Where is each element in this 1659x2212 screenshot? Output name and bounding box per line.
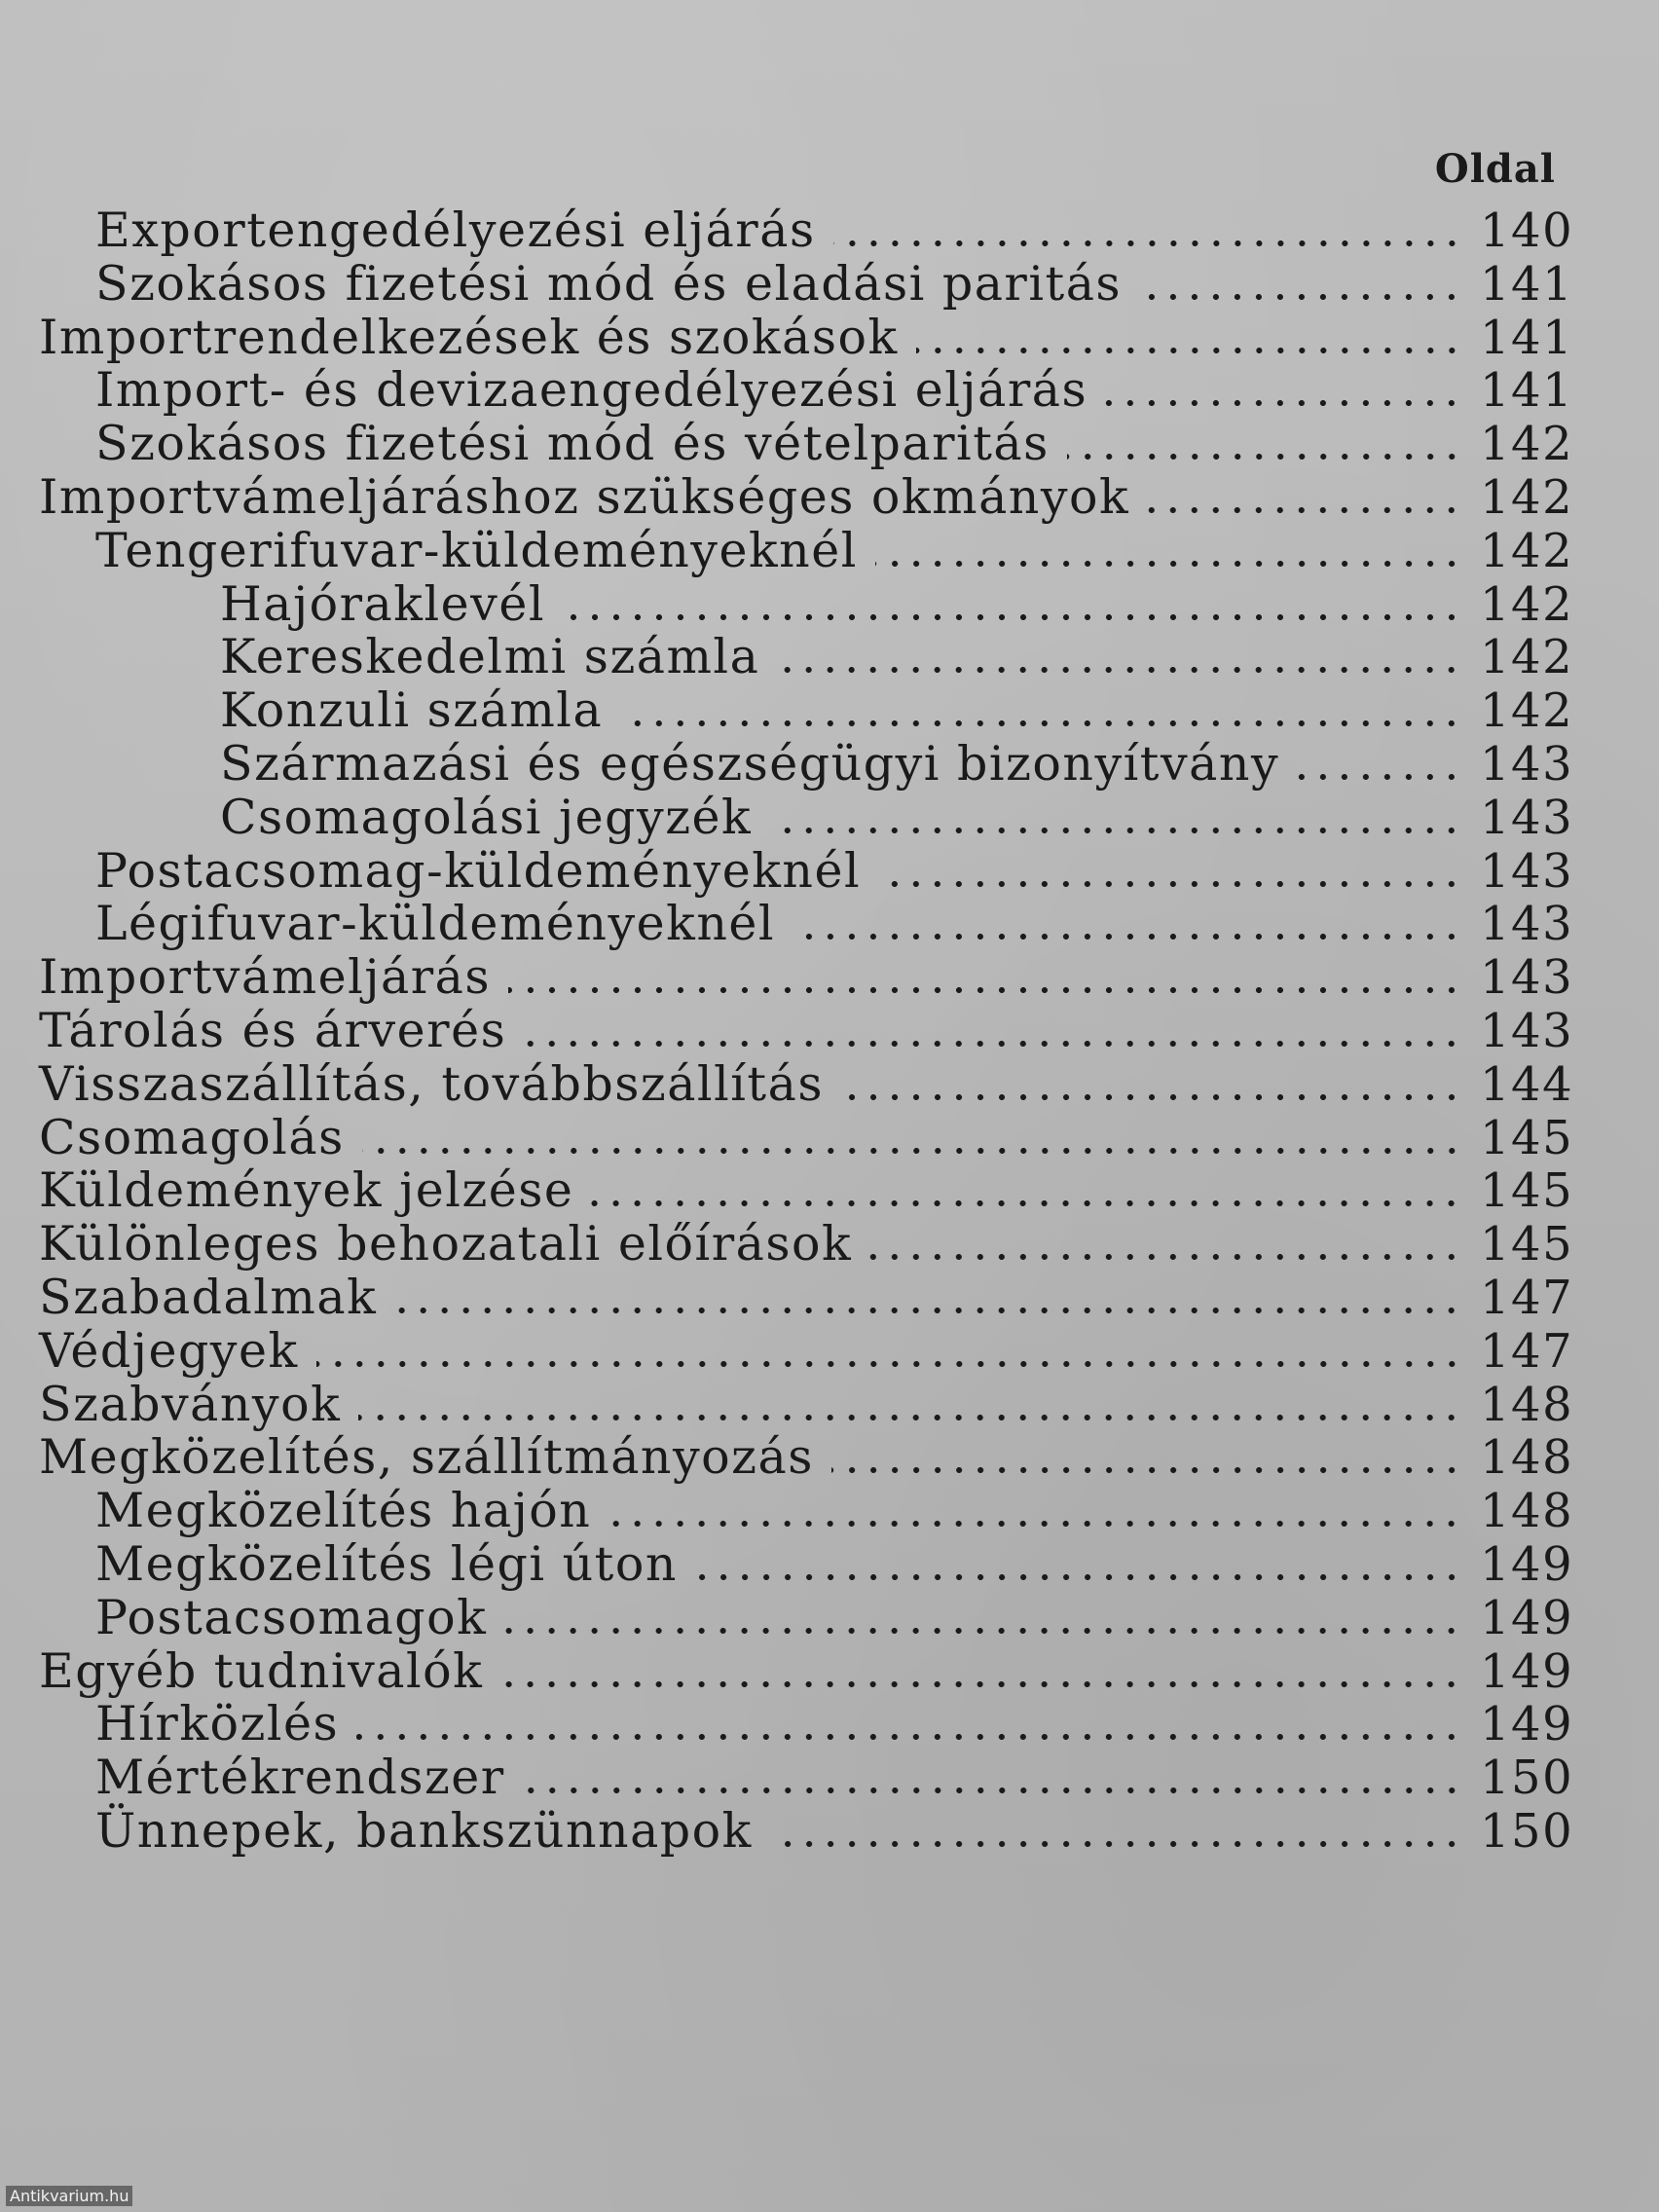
toc-entry-page-number: 143: [1480, 1003, 1574, 1058]
toc-entry-page-number: 142: [1480, 630, 1574, 685]
toc-entry-page-number: 141: [1480, 363, 1574, 419]
toc-entry: [39, 1696, 1574, 1752]
toc-entry: [39, 1589, 1574, 1645]
table-of-contents: [39, 203, 1574, 1859]
dot-leader: [833, 239, 1462, 248]
toc-entry-page-number: 142: [1480, 576, 1574, 632]
toc-entry-page-number: 148: [1480, 1377, 1574, 1432]
toc-entry: [39, 1109, 1574, 1165]
toc-entry: [39, 1322, 1574, 1379]
toc-entry-page-number: 142: [1480, 417, 1574, 472]
toc-entry-page-number: 150: [1480, 1803, 1574, 1859]
toc-entry-title: Megközelítés, szállítmányozás: [39, 1429, 814, 1486]
dot-leader: [362, 1146, 1462, 1156]
dot-leader: [316, 1359, 1462, 1369]
toc-entry-page-number: 143: [1480, 897, 1574, 952]
toc-entry: [39, 1750, 1574, 1806]
toc-entry: [39, 522, 1574, 578]
toc-entry: [39, 949, 1574, 1006]
toc-entry-title: Szokásos fizetési mód és eladási paritás: [95, 255, 1123, 312]
toc-entry: [39, 468, 1574, 525]
dot-leader: [1105, 398, 1462, 408]
toc-entry: [39, 629, 1574, 685]
dot-leader: [524, 1039, 1462, 1049]
toc-entry-page-number: 148: [1480, 1484, 1574, 1539]
toc-entry-title: Tengerifuvar-küldeményeknél: [95, 522, 858, 578]
toc-entry-page-number: 147: [1480, 1270, 1574, 1325]
toc-entry-title: Szabadalmak: [39, 1269, 378, 1325]
dot-leader: [777, 665, 1462, 675]
toc-entry-title: Postacsomagok: [95, 1589, 488, 1645]
toc-entry: [39, 842, 1574, 899]
dot-leader: [500, 1679, 1462, 1689]
dot-leader: [769, 826, 1462, 835]
dot-leader: [620, 719, 1462, 728]
toc-entry: [39, 1055, 1574, 1112]
toc-entry-title: Visszaszállítás, továbbszállítás: [39, 1055, 824, 1112]
toc-entry: [39, 1535, 1574, 1592]
toc-entry-title: Importvámeljáráshoz szükséges okmányok: [39, 468, 1130, 525]
toc-entry: [39, 255, 1574, 312]
toc-entry-title: Exportengedélyezési eljárás: [95, 203, 816, 258]
dot-leader: [841, 1092, 1462, 1102]
toc-entry: [39, 789, 1574, 845]
toc-entry: [39, 1269, 1574, 1325]
toc-entry-title: Küldemények jelzése: [39, 1162, 574, 1219]
toc-entry: [39, 575, 1574, 632]
toc-entry-page-number: 143: [1480, 843, 1574, 899]
dot-leader: [875, 559, 1462, 569]
toc-entry-page-number: 145: [1480, 1110, 1574, 1165]
toc-entry-title: Konzuli számla: [220, 682, 604, 739]
toc-entry-page-number: 142: [1480, 683, 1574, 739]
toc-entry-title: Importrendelkezések és szokások: [39, 309, 899, 365]
toc-entry-page-number: 149: [1480, 1590, 1574, 1645]
dot-leader: [1139, 292, 1462, 302]
toc-entry-title: Hírközlés: [95, 1696, 340, 1752]
toc-entry-page-number: 145: [1480, 1217, 1574, 1272]
toc-entry-page-number: 148: [1480, 1430, 1574, 1486]
toc-entry-title: Mértékrendszer: [95, 1750, 505, 1806]
dot-leader: [831, 1465, 1462, 1475]
toc-entry: [39, 1642, 1574, 1699]
toc-entry-title: Védjegyek: [39, 1322, 299, 1379]
toc-entry: [39, 1216, 1574, 1272]
toc-entry-page-number: 142: [1480, 523, 1574, 578]
toc-entry: [39, 1429, 1574, 1486]
toc-entry-title: Megközelítés légi úton: [95, 1535, 678, 1592]
toc-entry-page-number: 143: [1480, 950, 1574, 1006]
toc-entry-title: Importvámeljárás: [39, 949, 492, 1006]
dot-leader: [695, 1572, 1462, 1582]
toc-entry-page-number: 147: [1480, 1323, 1574, 1379]
toc-entry: [39, 682, 1574, 739]
page-column-header: Oldal: [1434, 146, 1556, 192]
toc-entry-title: Megközelítés hajón: [95, 1483, 592, 1539]
toc-entry-page-number: 149: [1480, 1697, 1574, 1752]
toc-entry: [39, 1162, 1574, 1219]
toc-entry-page-number: 145: [1480, 1163, 1574, 1219]
toc-entry: [39, 203, 1574, 258]
dot-leader: [504, 1626, 1462, 1636]
site-watermark: Antikvarium.hu: [6, 2186, 132, 2206]
dot-leader: [916, 346, 1462, 355]
toc-entry-page-number: 144: [1480, 1056, 1574, 1112]
toc-entry-title: Postacsomag-küldeményeknél: [95, 842, 862, 899]
dot-leader: [508, 985, 1462, 995]
toc-entry-title: Szabványok: [39, 1376, 342, 1432]
dot-leader: [878, 879, 1462, 889]
toc-entry: [39, 309, 1574, 365]
dot-leader: [563, 612, 1462, 622]
dot-leader: [1147, 505, 1462, 515]
toc-entry-page-number: 150: [1480, 1751, 1574, 1806]
toc-entry: [39, 1802, 1574, 1859]
dot-leader: [793, 932, 1462, 941]
dot-leader: [591, 1198, 1462, 1208]
dot-leader: [356, 1732, 1462, 1742]
toc-entry-title: Egyéb tudnivalók: [39, 1642, 484, 1699]
toc-entry-page-number: 143: [1480, 790, 1574, 845]
toc-entry-page-number: 141: [1480, 256, 1574, 312]
toc-entry-page-number: 141: [1480, 310, 1574, 365]
dot-leader: [394, 1306, 1462, 1315]
toc-entry-page-number: 149: [1480, 1643, 1574, 1699]
toc-entry: [39, 362, 1574, 419]
toc-entry: [39, 1002, 1574, 1058]
toc-entry-title: Szokásos fizetési mód és vételparitás: [95, 416, 1050, 472]
toc-entry-title: Kereskedelmi számla: [220, 629, 760, 685]
toc-entry-title: Légifuvar-küldeményeknél: [95, 896, 776, 952]
toc-entry: [39, 416, 1574, 472]
toc-entry-page-number: 149: [1480, 1536, 1574, 1592]
toc-entry: [39, 1376, 1574, 1432]
toc-entry-title: Különleges behozatali előírások: [39, 1216, 853, 1272]
toc-entry-title: Ünnepek, bankszünnapok: [95, 1802, 753, 1859]
toc-entry-title: Csomagolás: [39, 1109, 345, 1165]
toc-entry-title: Származási és egészségügyi bizonyítvány: [220, 735, 1280, 792]
dot-leader: [1297, 772, 1462, 782]
toc-entry-title: Tárolás és árverés: [39, 1002, 507, 1058]
toc-entry: [39, 1483, 1574, 1539]
dot-leader: [358, 1413, 1462, 1422]
toc-entry-page-number: 142: [1480, 469, 1574, 525]
dot-leader: [869, 1252, 1462, 1262]
toc-entry: [39, 896, 1574, 952]
toc-entry-title: Import- és devizaengedélyezési eljárás: [95, 362, 1088, 419]
toc-entry-page-number: 140: [1480, 203, 1574, 258]
toc-entry-title: Hajóraklevél: [220, 575, 545, 632]
dot-leader: [1067, 452, 1462, 461]
dot-leader: [770, 1839, 1462, 1849]
dot-leader: [608, 1519, 1462, 1529]
toc-entry-page-number: 143: [1480, 736, 1574, 792]
dot-leader: [523, 1786, 1462, 1795]
toc-entry-title: Csomagolási jegyzék: [220, 789, 753, 845]
toc-entry: [39, 735, 1574, 792]
